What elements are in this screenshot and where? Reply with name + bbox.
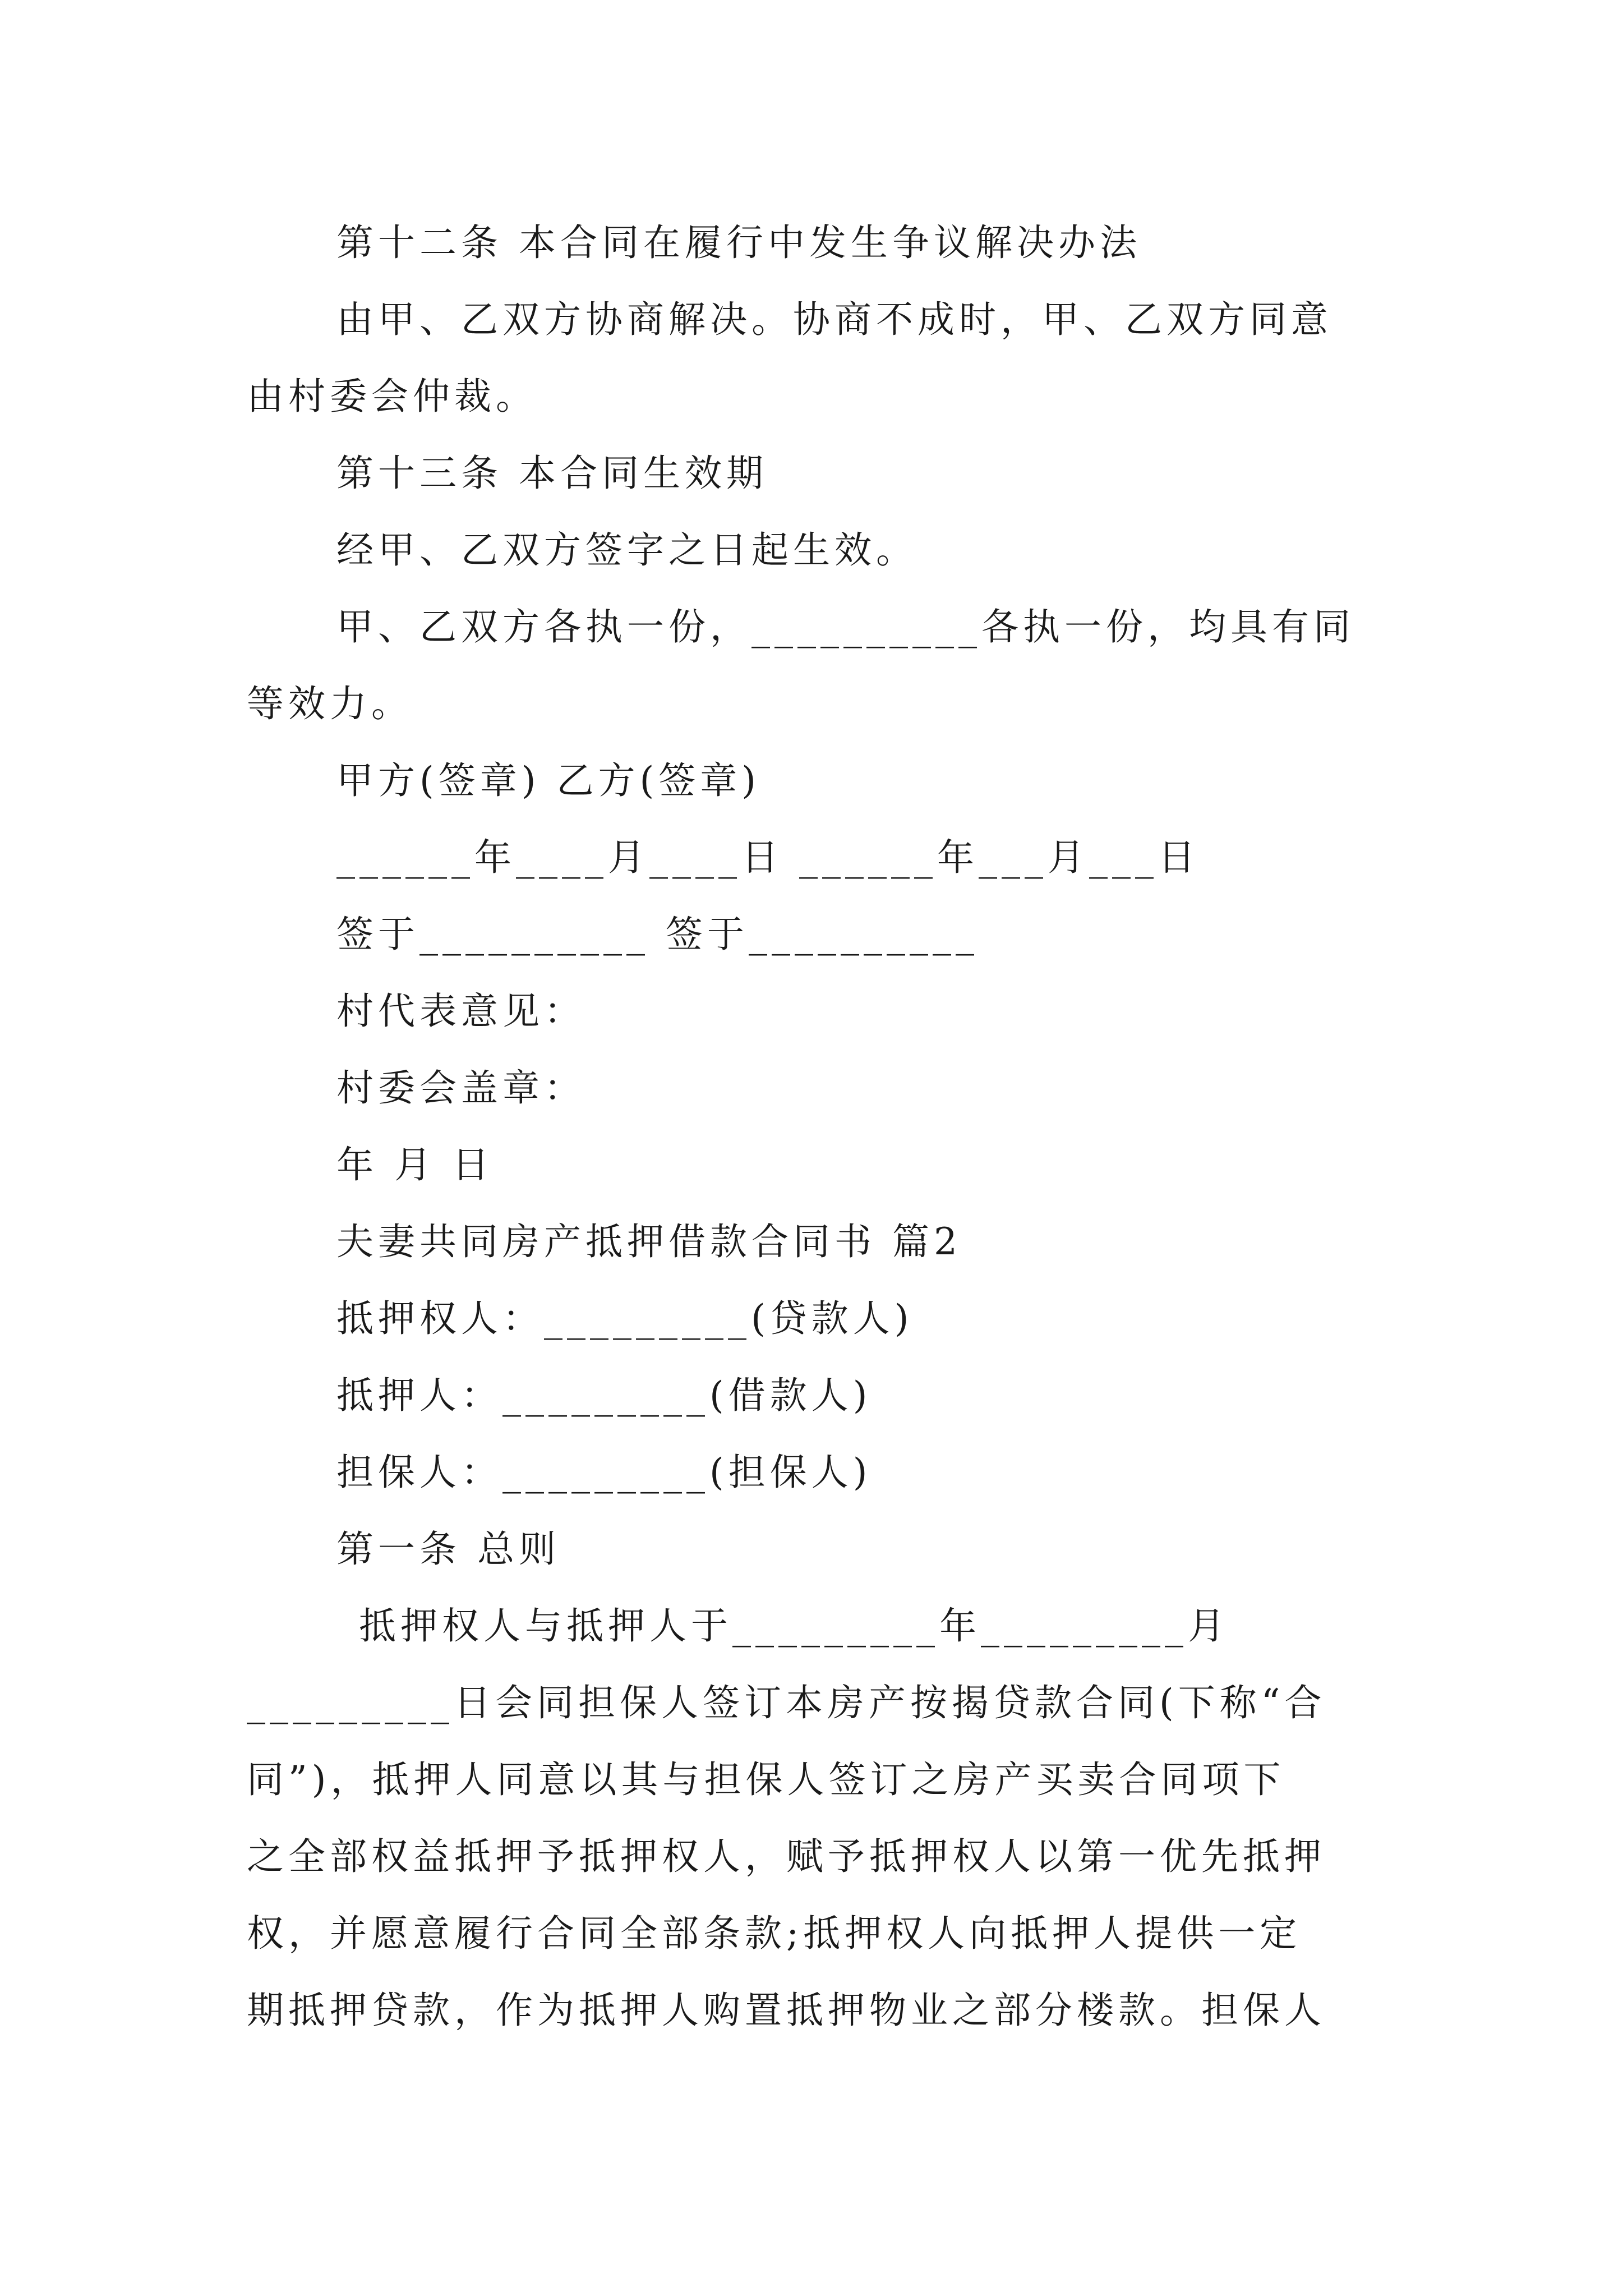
article-12-text-line-2: 由村委会仲裁。	[247, 375, 537, 418]
signature-dates: ______年____月____日 ______年___月___日	[336, 836, 1200, 879]
article-1-heading: 第一条 总则	[336, 1527, 560, 1571]
article-12-heading: 第十二条 本合同在履行中发生争议解决办法	[336, 221, 1141, 264]
date-line: 年 月 日	[336, 1143, 494, 1186]
article-1-text-line-5: 权，并愿意履行合同全部条款;抵押权人向抵押人提供一定	[247, 1912, 1302, 1955]
mortgagee-line: 抵押权人：_________(贷款人)	[336, 1297, 914, 1340]
village-representative-opinion: 村代表意见：	[336, 990, 585, 1033]
section-2-title: 夫妻共同房产抵押借款合同书 篇2	[336, 1220, 962, 1263]
village-committee-seal: 村委会盖章：	[336, 1066, 585, 1110]
article-12-text-line-1: 由甲、乙双方协商解决。协商不成时，甲、乙双方同意	[336, 298, 1332, 341]
article-1-text-line-1: 抵押权人与抵押人于_________年_________月	[359, 1604, 1229, 1648]
copies-line-1: 甲、乙双方各执一份，__________各执一份，均具有同	[336, 605, 1355, 648]
guarantor-line: 担保人：_________(担保人)	[336, 1451, 872, 1494]
article-1-text-line-2: _________日会同担保人签订本房产按揭贷款合同(下称“合	[247, 1681, 1326, 1724]
copies-line-2: 等效力。	[247, 682, 413, 725]
article-13-text: 经甲、乙双方签字之日起生效。	[336, 528, 917, 572]
signed-at-line: 签于__________ 签于__________	[336, 913, 979, 956]
article-1-text-line-4: 之全部权益抵押予抵押权人，赋予抵押权人以第一优先抵押	[247, 1835, 1326, 1878]
article-13-heading: 第十三条 本合同生效期	[336, 452, 768, 495]
signature-labels: 甲方(签章) 乙方(签章)	[336, 759, 760, 802]
article-1-text-line-3: 同”)，抵押人同意以其与担保人签订之房产买卖合同项下	[247, 1758, 1285, 1801]
mortgagor-line: 抵押人：_________(借款人)	[336, 1374, 872, 1417]
article-1-text-line-6: 期抵押贷款，作为抵押人购置抵押物业之部分楼款。担保人	[247, 1989, 1326, 2032]
